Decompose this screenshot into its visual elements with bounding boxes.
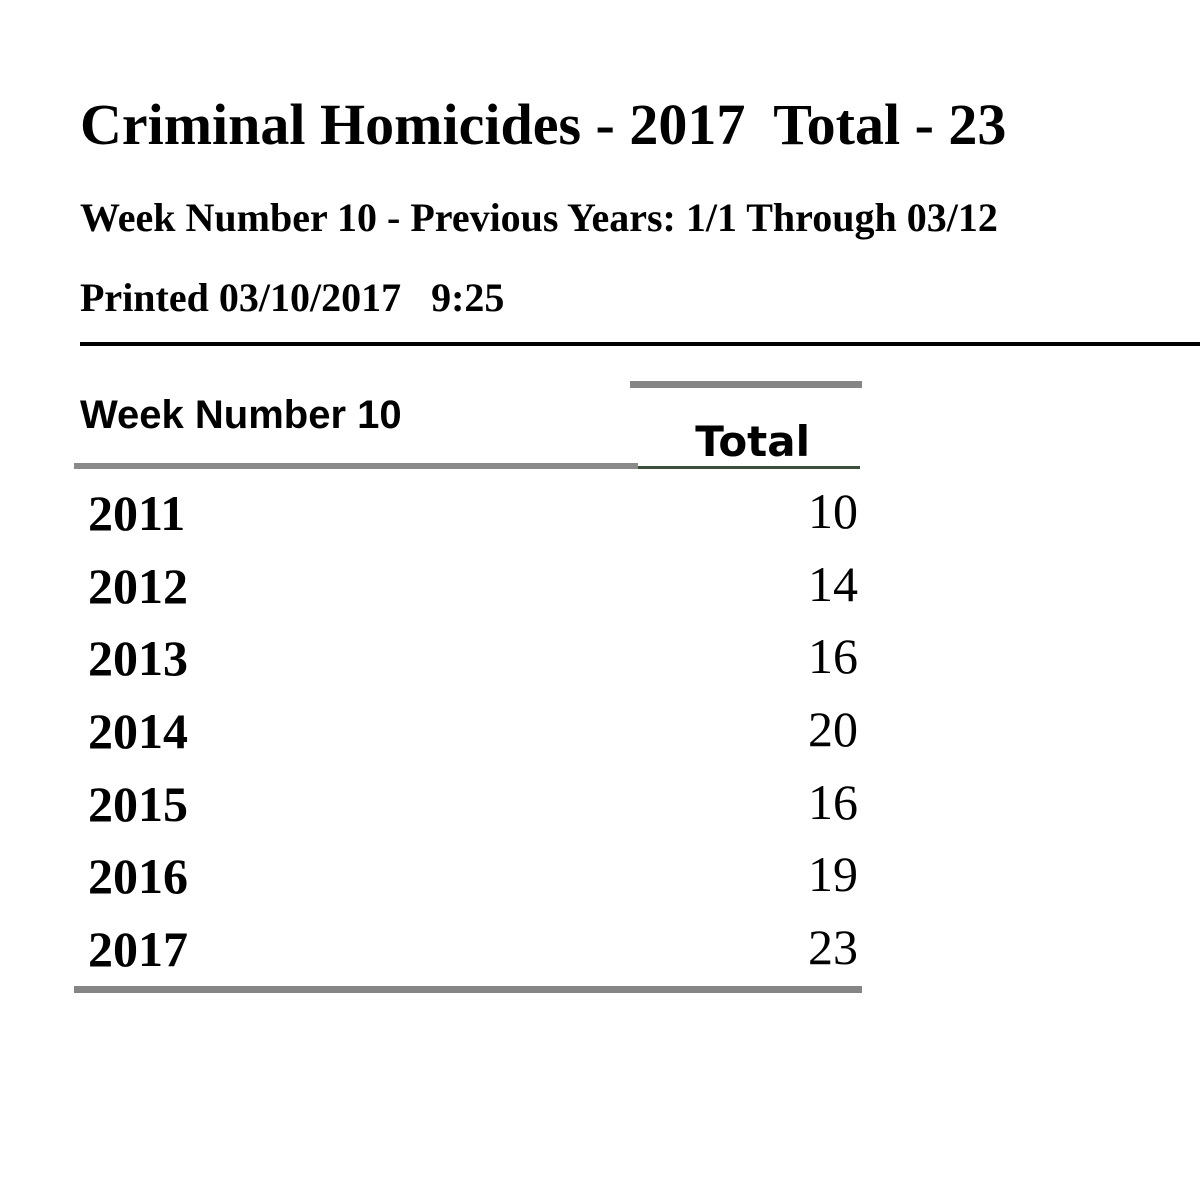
row-year: 2015 — [88, 775, 188, 832]
row-year: 2014 — [88, 703, 188, 760]
week-column-header: Week Number 10 — [80, 393, 402, 437]
row-year: 2012 — [88, 557, 188, 614]
table-row — [80, 768, 860, 841]
table-body — [80, 477, 860, 986]
header-divider — [80, 342, 1200, 346]
table-bottom-rule — [74, 986, 862, 993]
report-subtitle: Week Number 10 - Previous Years: 1/1 Through 03/12 — [80, 195, 998, 240]
table-row — [80, 840, 860, 913]
report-title: Criminal Homicides - 2017 Total - 23 — [80, 92, 1007, 157]
total-column-top-rule — [630, 381, 862, 388]
row-year: 2011 — [88, 485, 186, 541]
total-column-header: Total — [695, 417, 810, 466]
row-total: 14 — [808, 555, 858, 612]
row-total: 19 — [808, 846, 858, 903]
row-total: 20 — [808, 701, 858, 758]
row-total: 16 — [808, 628, 858, 685]
row-total: 23 — [808, 919, 858, 976]
table-row — [80, 695, 860, 768]
header-rule-left — [74, 463, 638, 469]
table-row — [80, 477, 860, 550]
table-row — [80, 550, 860, 623]
table-row — [80, 622, 860, 695]
row-year: 2016 — [88, 848, 188, 905]
header-rule-right — [638, 466, 860, 469]
row-total: 10 — [808, 483, 858, 539]
printed-timestamp: Printed 03/10/2017 9:25 — [80, 275, 505, 320]
table-row — [80, 913, 860, 986]
row-total: 16 — [808, 773, 858, 830]
row-year: 2013 — [88, 630, 188, 687]
row-year: 2017 — [88, 921, 188, 978]
